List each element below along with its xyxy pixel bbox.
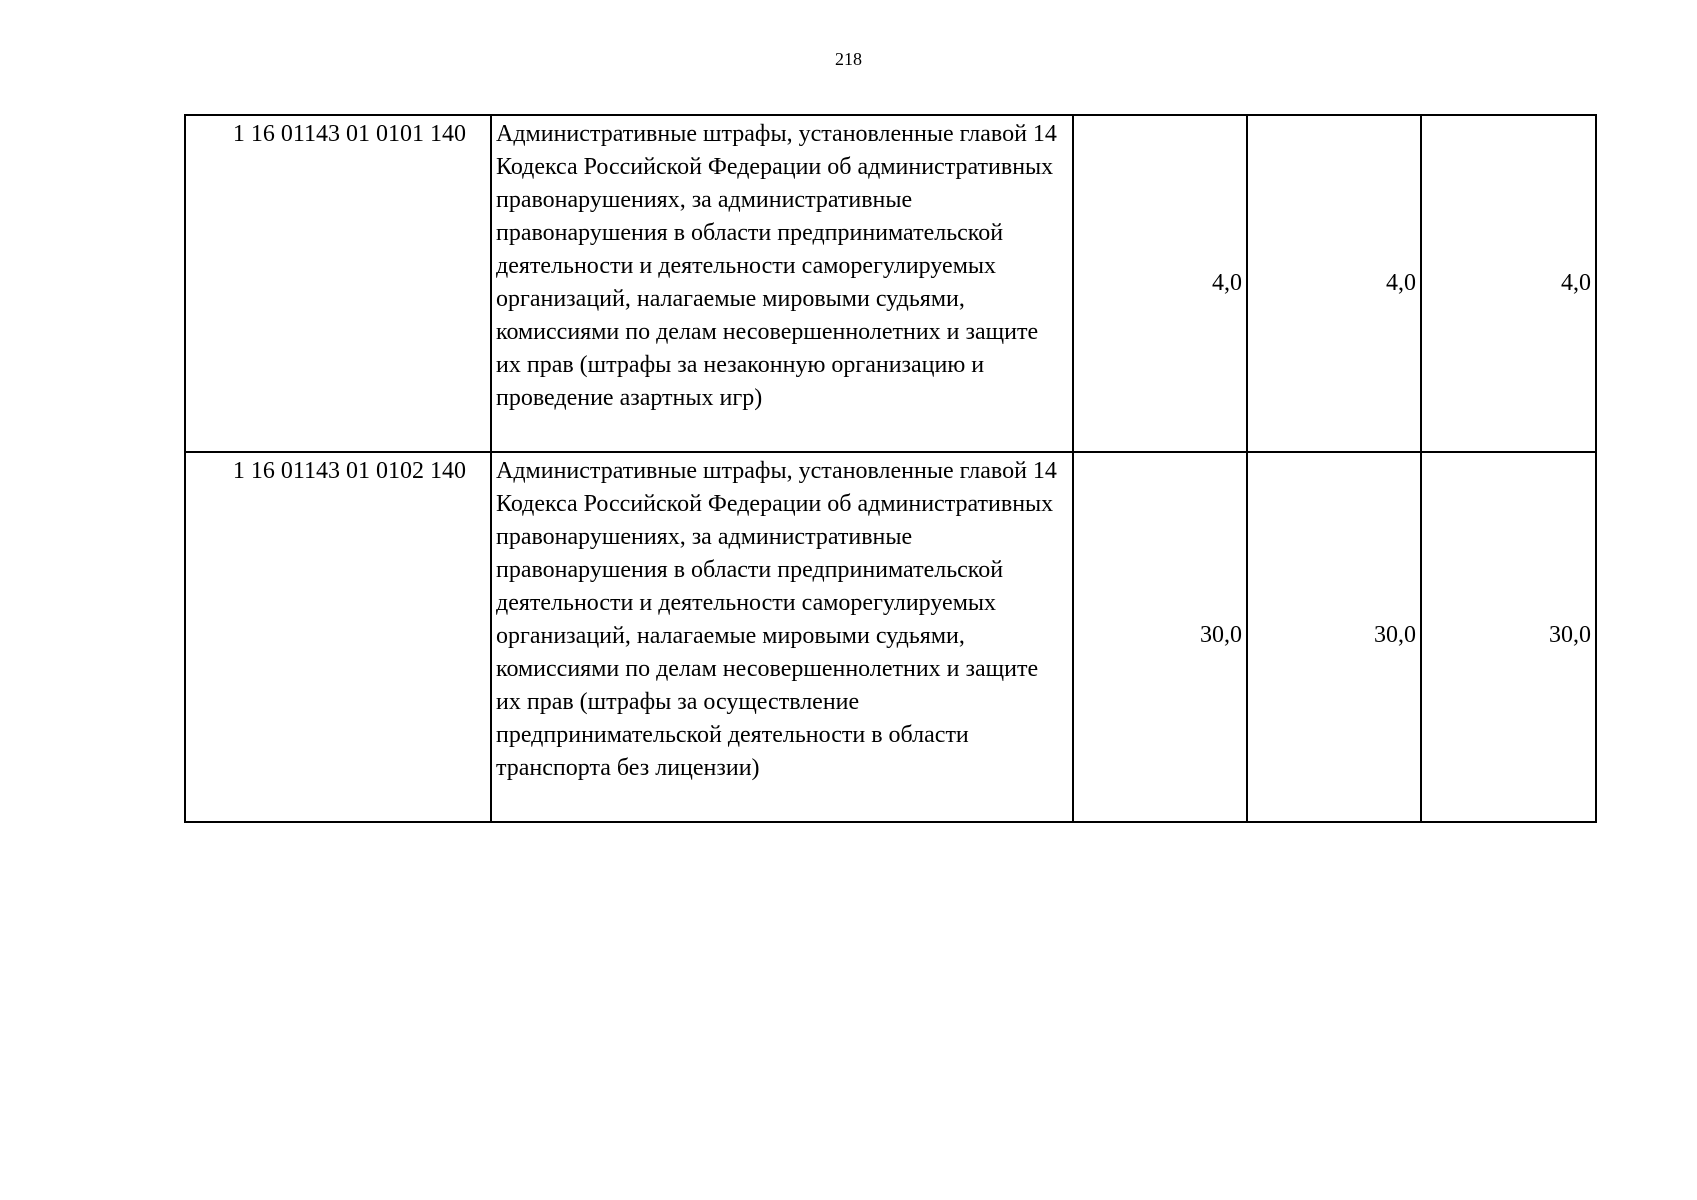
page-number: 218 <box>835 49 862 69</box>
value-cell-year-2: 30,0 <box>1247 452 1421 822</box>
value-cell-year-3: 4,0 <box>1421 115 1596 452</box>
table-row <box>185 452 1596 822</box>
description-cell: Административные штрафы, установленные главой 14 Кодекса Российской Федерации об административных правонарушениях, за административные правонарушения в области предпринимательской деятельности и деятельности саморегулируемых организаций, налагаемые мировыми судьями, комиссиями по делам несовершеннолетних и защите их прав (штрафы за незаконную организацию и проведение азартных игр) <box>491 115 1073 452</box>
table-row <box>185 115 1596 452</box>
value-cell-year-1: 30,0 <box>1073 452 1247 822</box>
value-cell-year-2: 4,0 <box>1247 115 1421 452</box>
value-cell-year-3: 30,0 <box>1421 452 1596 822</box>
value-cell-year-1: 4,0 <box>1073 115 1247 452</box>
budget-table <box>184 114 1597 823</box>
budget-code-cell: 1 16 01143 01 0102 140 <box>185 452 491 822</box>
budget-code-cell: 1 16 01143 01 0101 140 <box>185 115 491 452</box>
description-cell: Административные штрафы, установленные главой 14 Кодекса Российской Федерации об административных правонарушениях, за административные правонарушения в области предпринимательской деятельности и деятельности саморегулируемых организаций, налагаемые мировыми судьями, комиссиями по делам несовершеннолетних и защите их прав (штрафы за осуществление предпринимательской деятельности в области транспорта без лицензии) <box>491 452 1073 822</box>
